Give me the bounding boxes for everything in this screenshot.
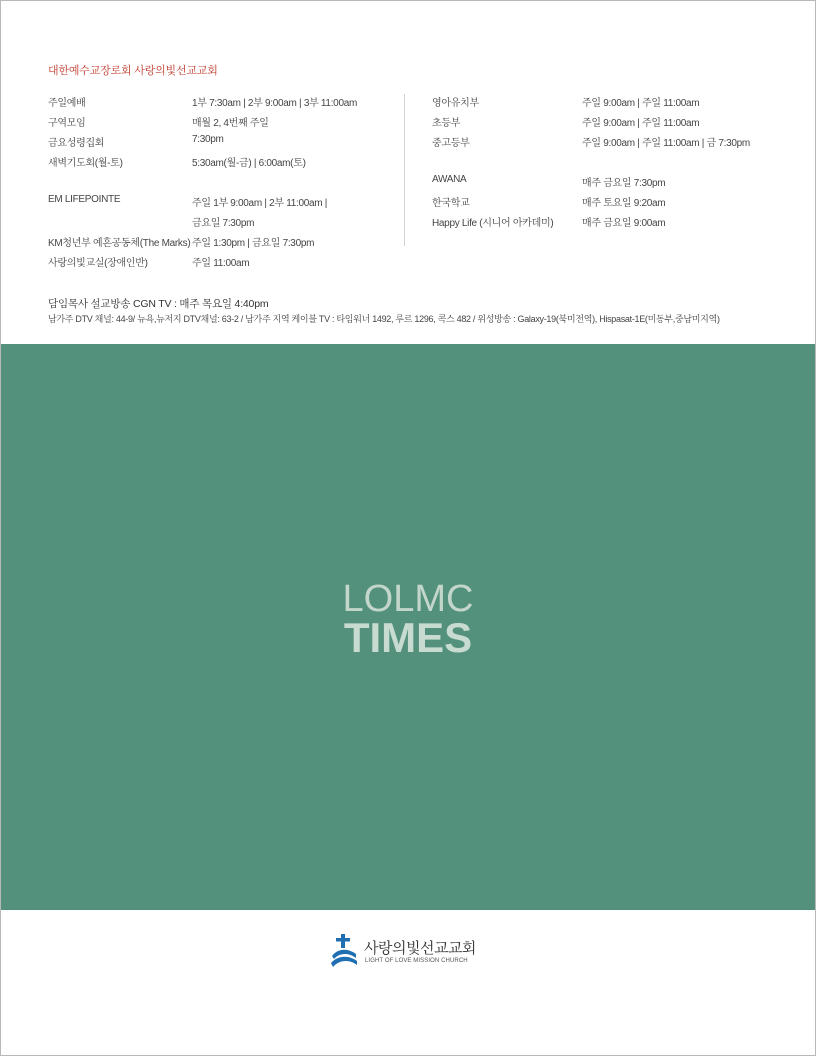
schedule-label: 주일예배 xyxy=(48,98,86,109)
schedule-label: Happy Life (시니어 아카데미) xyxy=(432,218,554,229)
schedule-value: 매월 2, 4번째 주일 xyxy=(192,118,269,129)
schedule-label: 새벽기도회(월-토) xyxy=(48,158,123,169)
schedule-label: 사랑의빛교실(장애인반) xyxy=(48,258,148,269)
broadcast-channels: 남가주 DTV 채널: 44-9/ 뉴욕,뉴저지 DTV채널: 63-2 / 남가주 지역 케이블 TV : 타임워너 1492, 루르 1296, 콕스 482 / 위성방송 : Galaxy-19(북미전역), Hispasat-1E(미동부,중남미지역) xyxy=(48,314,720,324)
church-denomination-title: 대한예수교장로회 사랑의빛선교교회 xyxy=(48,65,218,77)
schedule-value: 주일 9:00am | 주일 11:00am xyxy=(582,118,700,129)
schedule-label: AWANA xyxy=(432,174,467,185)
schedule-value: 매주 금요일 9:00am xyxy=(582,218,666,229)
schedule-label: 한국학교 xyxy=(432,198,470,209)
schedule-value: 금요일 7:30pm xyxy=(192,218,255,229)
schedule-value: 7:30pm xyxy=(192,134,224,145)
column-divider xyxy=(404,94,405,246)
schedule-label: 영아유치부 xyxy=(432,98,479,109)
schedule-value: 1부 7:30am | 2부 9:00am | 3부 11:00am xyxy=(192,98,357,109)
schedule-label: 초등부 xyxy=(432,118,461,129)
cross-icon xyxy=(330,934,358,968)
schedule-value: 주일 1부 9:00am | 2부 11:00am | xyxy=(192,198,328,209)
church-logo xyxy=(330,934,490,970)
schedule-value: 주일 11:00am xyxy=(192,258,250,269)
schedule-value: 5:30am(월-금) | 6:00am(토) xyxy=(192,158,306,169)
schedule-label: KM청년부 예흔공동체(The Marks) xyxy=(48,238,191,249)
schedule-label: 구역모임 xyxy=(48,118,86,129)
schedule-label: EM LIFEPOINTE xyxy=(48,194,121,205)
schedule-value: 매주 토요일 9:20am xyxy=(582,198,666,209)
broadcast-title: 담임목사 설교방송 CGN TV : 매주 목요일 4:40pm xyxy=(48,298,269,310)
brand-line-lolmc: LOLMC xyxy=(342,578,474,620)
brand-line-times: TIMES xyxy=(343,614,473,661)
schedule-value: 주일 9:00am | 주일 11:00am xyxy=(582,98,700,109)
logo-english-name: LIGHT OF LOVE MISSION CHURCH xyxy=(365,958,468,964)
schedule-value: 주일 1:30pm | 금요일 7:30pm xyxy=(192,238,315,249)
schedule-value: 주일 9:00am | 주일 11:00am | 금 7:30pm xyxy=(582,138,750,149)
logo-korean-name: 사랑의빛선교교회 xyxy=(364,940,476,957)
schedule-label: 중고등부 xyxy=(432,138,470,149)
schedule-label: 금요성령집회 xyxy=(48,138,105,149)
schedule-value: 매주 금요일 7:30pm xyxy=(582,178,666,189)
